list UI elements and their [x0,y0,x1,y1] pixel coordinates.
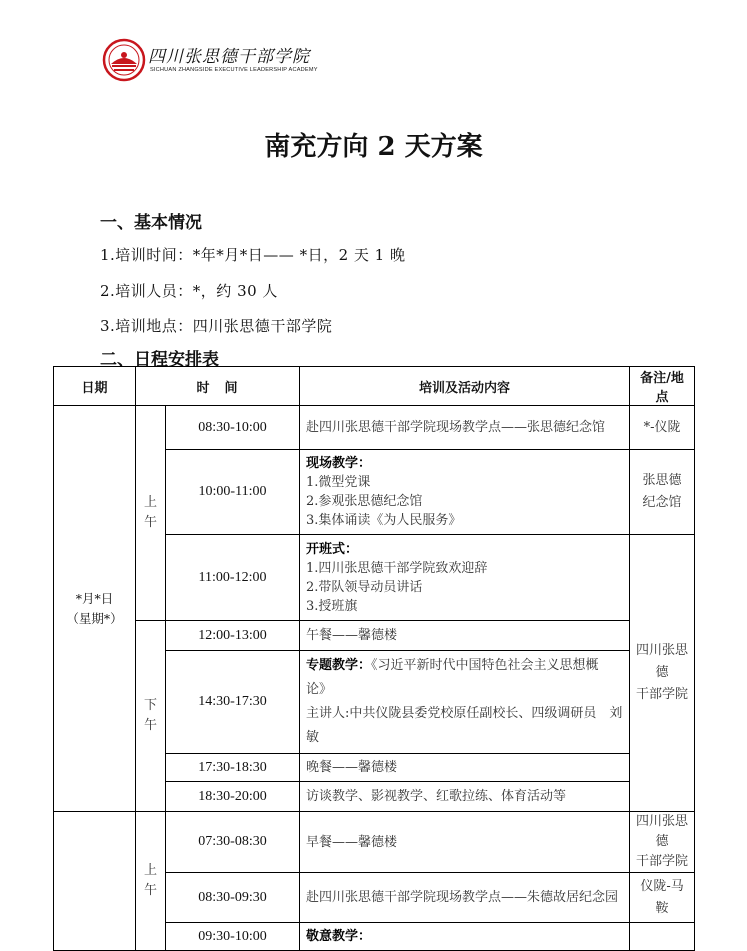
academy-emblem-icon [102,38,146,82]
content-line: 1.四川张思德干部学院致欢迎辞 [306,560,488,576]
period-am: 上 午 [136,406,166,621]
row-time: 18:30-20:00 [166,782,300,812]
row-time: 14:30-17:30 [166,651,300,754]
row-content: 赴四川张思德干部学院现场教学点——张思德纪念馆 [300,406,630,450]
day1-weekday: （星期*） [66,610,123,626]
logo-name: 四川张思德干部学院 [148,47,310,67]
training-location: 3.培训地点：四川张思德干部学院 [100,317,333,335]
merged-note: 四川张思德 干部学院 [630,535,695,812]
content-title: 开班式： [306,541,359,557]
table-row [54,621,695,651]
content-title: 专题教学： [306,658,372,673]
day2-date-cell [54,812,136,951]
content-line: 主讲人:中共仪陇县委党校原任副校长、四级调研员 刘敏 [306,706,623,745]
row-note: 仪陇-马鞍 [630,873,695,923]
day1-date: *月*日 [75,590,114,606]
row-content [300,450,630,535]
content-line: 2.带队领导动员讲话 [306,579,423,595]
row-time: 07:30-08:30 [166,812,300,873]
row-content: 晚餐——馨德楼 [300,754,630,782]
header-note: 备注/地点 [630,367,695,406]
row-content: 访谈教学、影视教学、红歌拉练、体育活动等 [300,782,630,812]
row-time: 10:00-11:00 [166,450,300,535]
row-time: 12:00-13:00 [166,621,300,651]
day1-date-cell [54,406,136,812]
row-time: 08:30-10:00 [166,406,300,450]
training-time: 1.培训时间：*年*月*日—— *日，2 天 1 晚 [100,246,406,264]
row-content [300,651,630,754]
period-pm: 下 午 [136,621,166,812]
row-note: *-仪陇 [630,406,695,450]
row-time: 11:00-12:00 [166,535,300,621]
row-note: 张思德 纪念馆 [630,450,695,535]
table-row [54,812,695,873]
table-header-row [54,367,695,406]
content-line: 3.授班旗 [306,598,358,614]
content-title: 现场教学： [306,456,372,471]
content-line: 3.集体诵读《为人民服务》 [306,513,462,528]
row-time: 09:30-10:00 [166,923,300,951]
row-time: 08:30-09:30 [166,873,300,923]
section-basic-heading: 一、基本情况 [100,213,202,233]
content-line: 1.微型党课 [306,475,371,490]
row-content [300,923,630,951]
row-content: 午餐——馨德楼 [300,621,630,651]
table-row [54,406,695,450]
schedule-table [53,366,695,951]
content-title: 敬意教学： [306,929,372,944]
row-note: 四川张思德 干部学院 [630,812,695,873]
content-tail: 《习近平新时代中国特色社会主义思想概论》 [306,658,599,697]
header-time: 时 间 [136,367,300,406]
training-people: 2.培训人员：*，约 30 人 [100,282,278,300]
content-line: 2.参观张思德纪念馆 [306,494,423,509]
header-date: 日期 [54,367,136,406]
row-content: 早餐——馨德楼 [300,812,630,873]
period-am-day2: 上 午 [136,812,166,951]
academy-logo [102,38,322,84]
row-content: 赴四川张思德干部学院现场教学点——朱德故居纪念园 [300,873,630,923]
row-note [630,923,695,951]
logo-subtitle: SICHUAN ZHANGSIDE EXECUTIVE LEADERSHIP ACADEMY [150,67,318,73]
page-title: 南充方向 2 天方案 [264,132,483,162]
row-content [300,535,630,621]
row-time: 17:30-18:30 [166,754,300,782]
section-schedule-heading: 二、日程安排表 [100,350,219,370]
header-content: 培训及活动内容 [300,367,630,406]
